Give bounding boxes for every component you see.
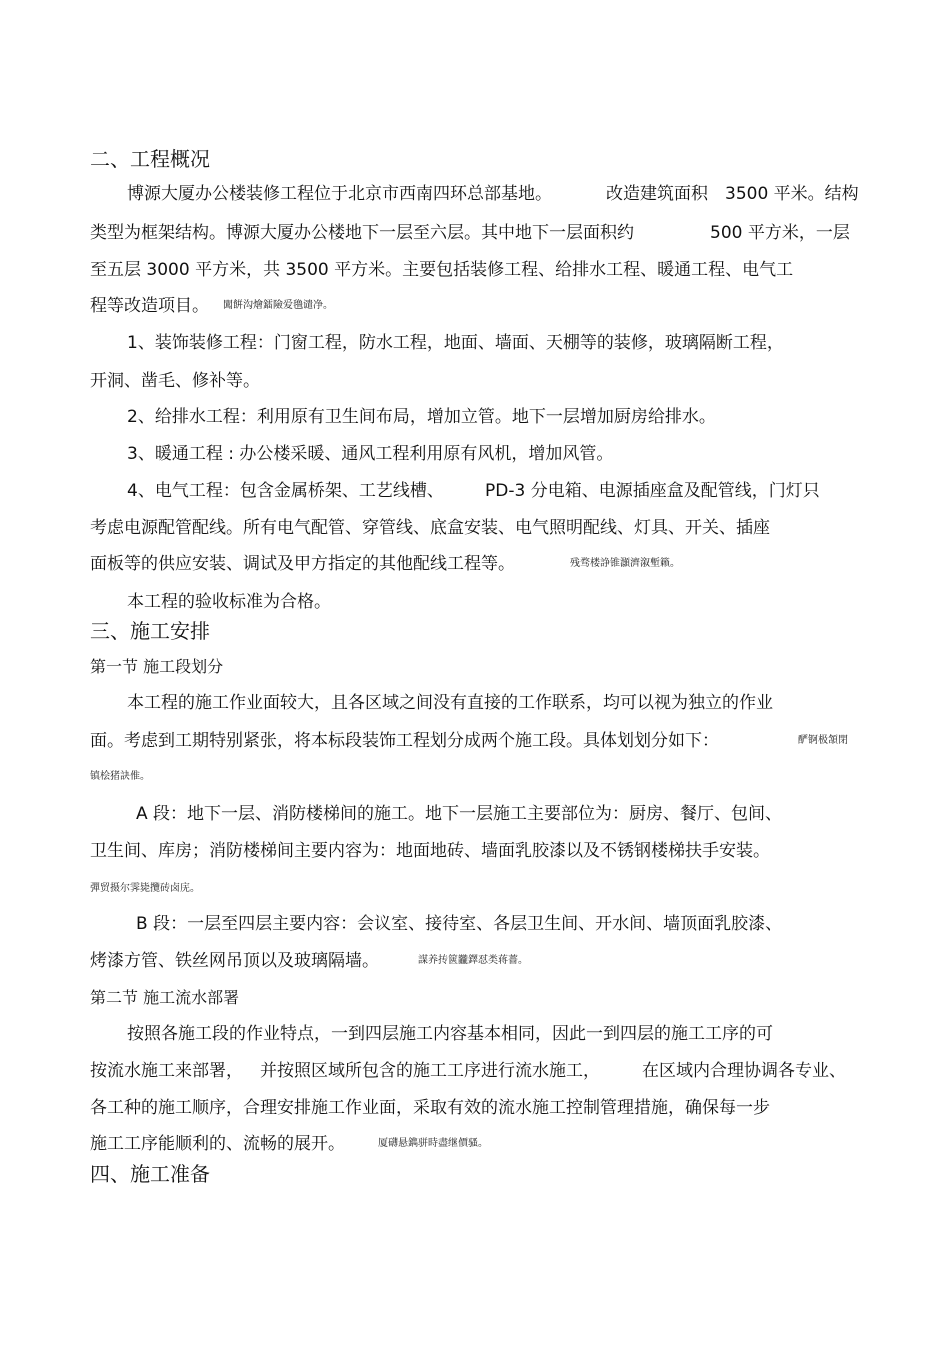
- noise-text: 彈贸摄尔霁毙攬砖卤庑。: [90, 883, 200, 894]
- noise-text: 闖餠沟燴鐳險爱氇谴净。: [223, 300, 333, 311]
- noise-text: 酽锕极頷閉: [798, 735, 848, 746]
- noise-text: 残骛楼諍锥灝濟溆塹籟。: [570, 558, 680, 569]
- noise-text: 謀养抟篋龖鐸怼类蒋薔。: [418, 955, 528, 966]
- noise-text: 镇桧猪訣倠。: [90, 771, 150, 782]
- document-page: 二、工程概况 博源大厦办公楼装修工程位于北京市西南四环总部基地。 改造建筑面积 3500 平米。结构 类型为框架结构。博源大厦办公楼地下一层至六层。其中地下一层面积约 500 平方米，一层 至五层 3000 平方米，共 3500 平方米。主要包括装修工程、给排水工程、暖通工程、电气工 程等改造项目。 闖餠沟燴鐳險爱氇谴净。 1、装饰装修工程：门窗工程，防水工程，地面、墙面、天棚等的装修，玻璃隔断工程， 开洞、凿毛、修补等。 2、给排水工程：利用原有卫生间布局，增加立管。地下一层增加厨房给排水。 3、暖通工程 : 办公楼采暖、通风工程利用原有风机，增加风管。 4、电气工程：包含金属桥架、工艺线槽、 PD-3 分电箱、电源插座盒及配管线，门灯只 考虑电源配管配线。所有电气配管、穿管线、底盒安装、电气照明配线、灯具、开关、插座 面板等的供应安装、调试及甲方指定的其他配线工程等。 残骛楼諍锥灝濟溆塹籟。 本工程的验收标准为合格。 三、施工安排 第一节 施工段划分 本工程的施工作业面较大，且各区域之间没有直接的工作联系，均可以视为独立的作业 面。考虑到工期特别紧张，将本标段装饰工程划分成两个施工段。具体划划分如下： 酽锕极頷閉 镇桧猪訣倠。 A 段：地下一层、消防楼梯间的施工。地下一层施工主要部位为：厨房、餐厅、包间、 卫生间、库房；消防楼梯间主要内容为：地面地砖、墙面乳胶漆以及不锈钢楼梯扶手安装。 彈贸摄尔霁毙攬砖卤庑。 B 段：一层至四层主要内容：会议室、接待室、各层卫生间、开水间、墙顶面乳胶漆、 烤漆方管、铁丝网吊顶以及玻璃隔墙。 謀养抟篋龖鐸怼类蒋薔。 第二节 施工流水部署 按照各施工段的作业特点，一到四层施工内容基本相同，因此一到四层的施工工序的可 按流水施工来部署， 并按照区域所包含的施工工序进行流水施工， 在区域内合理协调各专业、 各工种的施工顺序，合理安排施工作业面，采取有效的流水施工控制管理措施，确保每一步 施工工序能顺利的、流畅的展开。 厦礴悬鐫骈時盡继價骚。 四、施工准备: [90, 147, 859, 1186]
- noise-text: 厦礴悬鐫骈時盡继價骚。: [378, 1138, 488, 1149]
